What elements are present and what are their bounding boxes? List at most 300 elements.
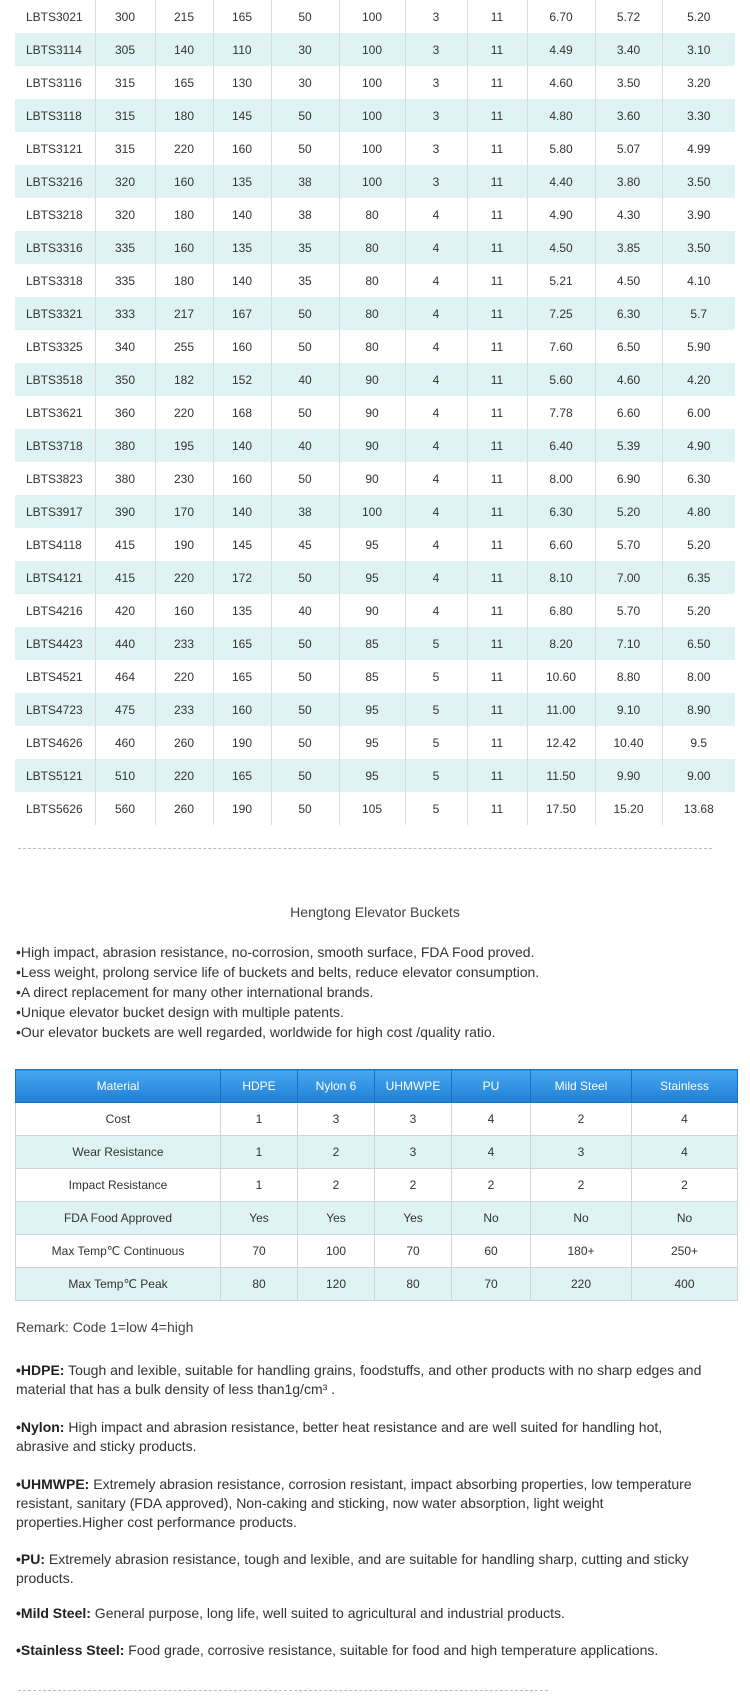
model-cell: LBTS3518 (15, 363, 95, 396)
spec-cell: 7.60 (527, 330, 595, 363)
model-cell: LBTS5121 (15, 759, 95, 792)
material-value-cell: 1 (221, 1103, 298, 1136)
spec-cell: 3.30 (662, 99, 735, 132)
description-stainless-steel (16, 1641, 706, 1660)
model-cell: LBTS3121 (15, 132, 95, 165)
property-label-cell: Wear Resistance (16, 1136, 221, 1169)
dashed-divider (18, 848, 712, 849)
model-cell: LBTS3021 (15, 0, 95, 33)
spec-cell: 460 (95, 726, 155, 759)
description-uhmwpe (16, 1475, 706, 1532)
spec-cell: 95 (339, 561, 405, 594)
spec-cell: 220 (155, 660, 213, 693)
spec-cell: 560 (95, 792, 155, 825)
material-value-cell: 70 (452, 1268, 531, 1301)
spec-cell: 3.60 (595, 99, 662, 132)
spec-cell: 3.90 (687, 207, 711, 222)
description-mild-steel (16, 1604, 706, 1623)
spec-cell: 217 (155, 297, 213, 330)
spec-cell: 4 (405, 561, 467, 594)
spec-cell: 4.50 (595, 264, 662, 297)
spec-cell: 165 (213, 0, 271, 33)
material-row (16, 1169, 738, 1202)
spec-cell: 168 (213, 396, 271, 429)
header-material: Material (16, 1070, 221, 1103)
remark-note: Remark: Code 1=low 4=high (16, 1319, 194, 1335)
material-value-cell: No (452, 1202, 531, 1235)
model-cell: LBTS3316 (15, 231, 95, 264)
spec-cell: 11 (467, 759, 527, 792)
feature-item: •High impact, abrasion resistance, no-corrosion, smooth surface, FDA Food proved. (16, 944, 535, 960)
spec-cell: 6.60 (527, 528, 595, 561)
spec-table-body (15, 0, 735, 825)
spec-cell: 165 (213, 759, 271, 792)
spec-cell: 80 (339, 297, 405, 330)
spec-row (15, 297, 735, 330)
model-cell: LBTS4626 (15, 726, 95, 759)
spec-cell: 4.99 (687, 141, 711, 156)
spec-cell: 50 (271, 330, 339, 363)
spec-cell: 95 (339, 726, 405, 759)
spec-cell: 50 (271, 759, 339, 792)
spec-cell: 5.72 (595, 0, 662, 33)
spec-cell: 6.70 (527, 0, 595, 33)
spec-cell: 4 (405, 231, 467, 264)
spec-cell: 6.30 (687, 471, 711, 486)
spec-cell: 4 (405, 363, 467, 396)
spec-cell: 15.20 (595, 792, 662, 825)
spec-cell: 5.20 (687, 537, 711, 552)
spec-cell: 105 (339, 792, 405, 825)
spec-cell: 5 (405, 660, 467, 693)
spec-cell: 6.40 (527, 429, 595, 462)
spec-cell: 152 (213, 363, 271, 396)
spec-cell: 5.80 (527, 132, 595, 165)
description-label: •UHMWPE: (16, 1476, 90, 1492)
spec-cell: 190 (213, 726, 271, 759)
spec-cell: 6.30 (527, 495, 595, 528)
feature-list (16, 942, 539, 1042)
material-value-cell: 3 (298, 1103, 375, 1136)
spec-row (15, 660, 735, 693)
spec-cell: 3.20 (687, 75, 711, 90)
model-cell: LBTS4521 (15, 660, 95, 693)
material-row (16, 1202, 738, 1235)
description-label: •HDPE: (16, 1362, 65, 1378)
spec-cell: 4 (405, 264, 467, 297)
section-title: Hengtong Elevator Buckets (290, 904, 460, 920)
spec-cell: 130 (213, 66, 271, 99)
spec-cell: 45 (271, 528, 339, 561)
spec-cell: 3.40 (595, 33, 662, 66)
spec-cell: 5 (405, 759, 467, 792)
spec-cell: 11.00 (527, 693, 595, 726)
spec-cell: 11 (467, 429, 527, 462)
description-text: General purpose, long life, well suited to agricultural and industrial products. (90, 1605, 565, 1621)
spec-cell: 230 (155, 462, 213, 495)
spec-cell: 4 (405, 528, 467, 561)
description-label: •Stainless Steel: (16, 1642, 125, 1658)
header-hdpe: HDPE (221, 1070, 298, 1103)
spec-cell: 50 (271, 792, 339, 825)
model-cell: LBTS4118 (15, 528, 95, 561)
spec-cell: 11 (467, 66, 527, 99)
spec-cell: 135 (213, 231, 271, 264)
spec-cell: 233 (155, 627, 213, 660)
spec-cell: 135 (213, 594, 271, 627)
spec-cell: 10.60 (527, 660, 595, 693)
model-cell: LBTS3718 (15, 429, 95, 462)
spec-cell: 3.85 (595, 231, 662, 264)
spec-cell: 5 (405, 726, 467, 759)
spec-cell: 100 (339, 165, 405, 198)
spec-cell: 50 (271, 132, 339, 165)
spec-cell: 80 (339, 231, 405, 264)
spec-row (15, 165, 735, 198)
spec-cell: 6.80 (527, 594, 595, 627)
spec-cell: 4.30 (595, 198, 662, 231)
description-text: Tough and lexible, suitable for handling grains, foodstuffs, and other products with no sharp edges and material that has a bulk density of less than1g/cm³ . (16, 1362, 702, 1397)
material-value-cell: 2 (298, 1169, 375, 1202)
spec-cell: 220 (155, 396, 213, 429)
spec-row (15, 429, 735, 462)
spec-cell: 11 (467, 495, 527, 528)
spec-cell: 350 (95, 363, 155, 396)
spec-row (15, 693, 735, 726)
spec-row (15, 66, 735, 99)
spec-row (15, 528, 735, 561)
material-value-cell: 3 (375, 1103, 452, 1136)
spec-cell: 340 (95, 330, 155, 363)
spec-cell: 390 (95, 495, 155, 528)
spec-cell: 190 (213, 792, 271, 825)
spec-cell: 415 (95, 561, 155, 594)
spec-cell: 3.50 (595, 66, 662, 99)
spec-cell: 415 (95, 528, 155, 561)
model-cell: LBTS4423 (15, 627, 95, 660)
spec-cell: 17.50 (527, 792, 595, 825)
spec-cell: 4.80 (527, 99, 595, 132)
spec-cell: 4 (405, 396, 467, 429)
material-value-cell: 2 (632, 1169, 738, 1202)
model-cell: LBTS3823 (15, 462, 95, 495)
spec-cell: 11 (467, 363, 527, 396)
spec-row (15, 264, 735, 297)
material-value-cell: 120 (298, 1268, 375, 1301)
spec-cell: 35 (271, 231, 339, 264)
model-cell: LBTS3114 (15, 33, 95, 66)
spec-cell: 4 (405, 297, 467, 330)
spec-row (15, 627, 735, 660)
spec-cell: 315 (95, 66, 155, 99)
property-label-cell: Max Temp℃ Peak (16, 1268, 221, 1301)
spec-cell: 160 (213, 693, 271, 726)
material-value-cell: 2 (375, 1169, 452, 1202)
spec-cell: 3.50 (662, 165, 735, 198)
material-value-cell: Yes (375, 1202, 452, 1235)
model-cell: LBTS3325 (15, 330, 95, 363)
description-hdpe (16, 1361, 706, 1399)
spec-cell: 8.90 (662, 693, 735, 726)
spec-cell: 9.00 (662, 759, 735, 792)
material-value-cell: No (632, 1202, 738, 1235)
material-value-cell: 1 (221, 1169, 298, 1202)
spec-row (15, 330, 735, 363)
spec-cell: 260 (155, 792, 213, 825)
spec-cell: 220 (155, 759, 213, 792)
material-value-cell: 2 (452, 1169, 531, 1202)
header-pu: PU (452, 1070, 531, 1103)
spec-cell: 4.60 (527, 66, 595, 99)
spec-cell: 40 (271, 594, 339, 627)
model-cell: LBTS5626 (15, 792, 95, 825)
spec-cell: 40 (271, 429, 339, 462)
spec-cell: 165 (213, 660, 271, 693)
spec-cell: 6.90 (595, 462, 662, 495)
header-mild-steel: Mild Steel (531, 1070, 632, 1103)
material-value-cell: 3 (531, 1136, 632, 1169)
model-cell: LBTS3321 (15, 297, 95, 330)
spec-cell: 6.50 (595, 330, 662, 363)
spec-cell: 11 (467, 792, 527, 825)
spec-cell: 50 (271, 693, 339, 726)
model-cell: LBTS3621 (15, 396, 95, 429)
spec-cell: 335 (95, 231, 155, 264)
spec-cell: 180 (155, 99, 213, 132)
spec-cell: 140 (213, 495, 271, 528)
spec-cell: 4 (405, 462, 467, 495)
spec-cell: 9.90 (595, 759, 662, 792)
spec-row (15, 759, 735, 792)
spec-cell: 11 (467, 264, 527, 297)
spec-cell: 5.39 (595, 429, 662, 462)
spec-row (15, 462, 735, 495)
spec-cell: 50 (271, 561, 339, 594)
spec-cell: 315 (95, 132, 155, 165)
spec-cell: 255 (155, 330, 213, 363)
spec-row (15, 792, 735, 825)
spec-cell: 11 (467, 132, 527, 165)
spec-cell: 5 (405, 792, 467, 825)
spec-cell: 6.00 (687, 405, 711, 420)
spec-cell: 320 (95, 198, 155, 231)
spec-cell: 220 (155, 132, 213, 165)
spec-cell: 95 (339, 759, 405, 792)
dashed-divider (18, 1690, 548, 1691)
spec-cell: 5.21 (527, 264, 595, 297)
model-cell: LBTS3218 (15, 198, 95, 231)
spec-cell: 3 (405, 132, 467, 165)
material-header-row (16, 1070, 738, 1103)
spec-cell: 11 (467, 99, 527, 132)
description-label: •PU: (16, 1551, 46, 1567)
spec-cell: 40 (271, 363, 339, 396)
material-row (16, 1136, 738, 1169)
spec-cell: 9.10 (595, 693, 662, 726)
spec-cell: 145 (213, 99, 271, 132)
property-label-cell: Impact Resistance (16, 1169, 221, 1202)
spec-cell: 90 (339, 363, 405, 396)
spec-cell: 80 (339, 264, 405, 297)
spec-cell: 11 (467, 330, 527, 363)
material-value-cell: 2 (531, 1103, 632, 1136)
material-value-cell: Yes (221, 1202, 298, 1235)
spec-cell: 30 (271, 33, 339, 66)
spec-cell: 11.50 (527, 759, 595, 792)
material-value-cell: 80 (221, 1268, 298, 1301)
spec-cell: 4 (405, 330, 467, 363)
spec-cell: 10.40 (595, 726, 662, 759)
spec-cell: 475 (95, 693, 155, 726)
spec-cell: 85 (339, 627, 405, 660)
spec-cell: 5.7 (662, 297, 735, 330)
model-cell: LBTS3116 (15, 66, 95, 99)
spec-cell: 11 (467, 165, 527, 198)
description-text: Food grade, corrosive resistance, suitable for food and high temperature applications. (124, 1642, 659, 1658)
property-label-cell: Max Temp℃ Continuous (16, 1235, 221, 1268)
spec-cell: 160 (155, 165, 213, 198)
header-nylon: Nylon 6 (298, 1070, 375, 1103)
spec-cell: 50 (271, 297, 339, 330)
spec-cell: 11 (467, 462, 527, 495)
spec-cell: 5.60 (527, 363, 595, 396)
spec-cell: 13.68 (683, 801, 714, 816)
spec-cell: 4 (405, 594, 467, 627)
spec-row (15, 561, 735, 594)
spec-cell: 140 (213, 198, 271, 231)
spec-cell: 6.30 (595, 297, 662, 330)
spec-cell: 4.50 (527, 231, 595, 264)
material-value-cell: 180+ (531, 1235, 632, 1268)
spec-cell: 100 (339, 99, 405, 132)
spec-cell: 380 (95, 429, 155, 462)
description-label: •Nylon: (16, 1419, 65, 1435)
spec-row (15, 726, 735, 759)
spec-cell: 11 (467, 297, 527, 330)
spec-cell: 100 (339, 132, 405, 165)
material-value-cell: 2 (531, 1169, 632, 1202)
spec-cell: 7.10 (595, 627, 662, 660)
material-value-cell: 400 (632, 1268, 738, 1301)
spec-cell: 140 (155, 33, 213, 66)
spec-cell: 100 (339, 33, 405, 66)
spec-cell: 182 (155, 363, 213, 396)
feature-item: •A direct replacement for many other international brands. (16, 984, 374, 1000)
spec-cell: 5.07 (595, 132, 662, 165)
spec-cell: 50 (271, 462, 339, 495)
spec-cell: 5.90 (687, 339, 711, 354)
spec-cell: 3.80 (595, 165, 662, 198)
spec-cell: 260 (155, 726, 213, 759)
description-nylon (16, 1418, 706, 1456)
spec-cell: 5.20 (687, 603, 711, 618)
spec-cell: 50 (271, 396, 339, 429)
spec-cell: 3.50 (662, 231, 735, 264)
spec-cell: 4.40 (527, 165, 595, 198)
model-cell: LBTS4723 (15, 693, 95, 726)
material-row (16, 1235, 738, 1268)
spec-cell: 11 (467, 561, 527, 594)
spec-cell: 180 (155, 198, 213, 231)
spec-cell: 100 (339, 495, 405, 528)
spec-row (15, 231, 735, 264)
spec-cell: 233 (155, 693, 213, 726)
spec-cell: 510 (95, 759, 155, 792)
material-value-cell: 4 (452, 1103, 531, 1136)
spec-cell: 333 (95, 297, 155, 330)
spec-cell: 315 (95, 99, 155, 132)
spec-cell: 135 (213, 165, 271, 198)
spec-cell: 30 (271, 66, 339, 99)
spec-cell: 3 (405, 0, 467, 33)
spec-cell: 80 (339, 330, 405, 363)
spec-cell: 11 (467, 726, 527, 759)
material-value-cell: Yes (298, 1202, 375, 1235)
material-value-cell: 80 (375, 1268, 452, 1301)
description-pu (16, 1550, 706, 1588)
material-value-cell: 1 (221, 1136, 298, 1169)
spec-cell: 5.70 (595, 594, 662, 627)
spec-cell: 95 (339, 693, 405, 726)
material-value-cell: 70 (375, 1235, 452, 1268)
spec-cell: 180 (155, 264, 213, 297)
spec-cell: 11 (467, 0, 527, 33)
spec-cell: 11 (467, 528, 527, 561)
spec-cell: 8.20 (527, 627, 595, 660)
material-table-body (16, 1103, 738, 1301)
spec-cell: 8.80 (595, 660, 662, 693)
spec-cell: 160 (213, 462, 271, 495)
spec-cell: 95 (339, 528, 405, 561)
spec-row (15, 396, 735, 429)
spec-cell: 165 (155, 66, 213, 99)
spec-cell: 160 (155, 594, 213, 627)
spec-cell: 4.10 (687, 273, 711, 288)
spec-cell: 5 (405, 693, 467, 726)
material-value-cell: No (531, 1202, 632, 1235)
spec-cell: 4.49 (527, 33, 595, 66)
material-value-cell: 70 (221, 1235, 298, 1268)
spec-cell: 80 (339, 198, 405, 231)
spec-cell: 220 (155, 561, 213, 594)
spec-cell: 6.60 (595, 396, 662, 429)
model-cell: LBTS4216 (15, 594, 95, 627)
spec-cell: 100 (339, 66, 405, 99)
spec-row (15, 132, 735, 165)
spec-cell: 7.25 (527, 297, 595, 330)
spec-cell: 5.20 (595, 495, 662, 528)
material-comparison-table (15, 1069, 738, 1301)
spec-cell: 360 (95, 396, 155, 429)
spec-cell: 195 (155, 429, 213, 462)
spec-cell: 11 (467, 594, 527, 627)
spec-cell: 440 (95, 627, 155, 660)
spec-cell: 7.00 (595, 561, 662, 594)
description-text: High impact and abrasion resistance, better heat resistance and are well suited for handling hot, abrasive and sticky products. (16, 1419, 663, 1454)
description-text: Extremely abrasion resistance, corrosion resistant, impact absorbing properties, low temperature resistant, sanitary (FDA approved), Non-caking and sticking, now water absorption, light weight properties.Higher cost performance products. (16, 1476, 692, 1530)
spec-cell: 190 (155, 528, 213, 561)
spec-cell: 90 (339, 462, 405, 495)
spec-cell: 6.35 (662, 561, 735, 594)
spec-cell: 320 (95, 165, 155, 198)
model-cell: LBTS3318 (15, 264, 95, 297)
spec-cell: 305 (95, 33, 155, 66)
spec-row (15, 99, 735, 132)
feature-item: •Unique elevator bucket design with multiple patents. (16, 1004, 344, 1020)
spec-row (15, 363, 735, 396)
spec-cell: 50 (271, 99, 339, 132)
feature-item: •Our elevator buckets are well regarded, worldwide for high cost /quality ratio. (16, 1024, 496, 1040)
